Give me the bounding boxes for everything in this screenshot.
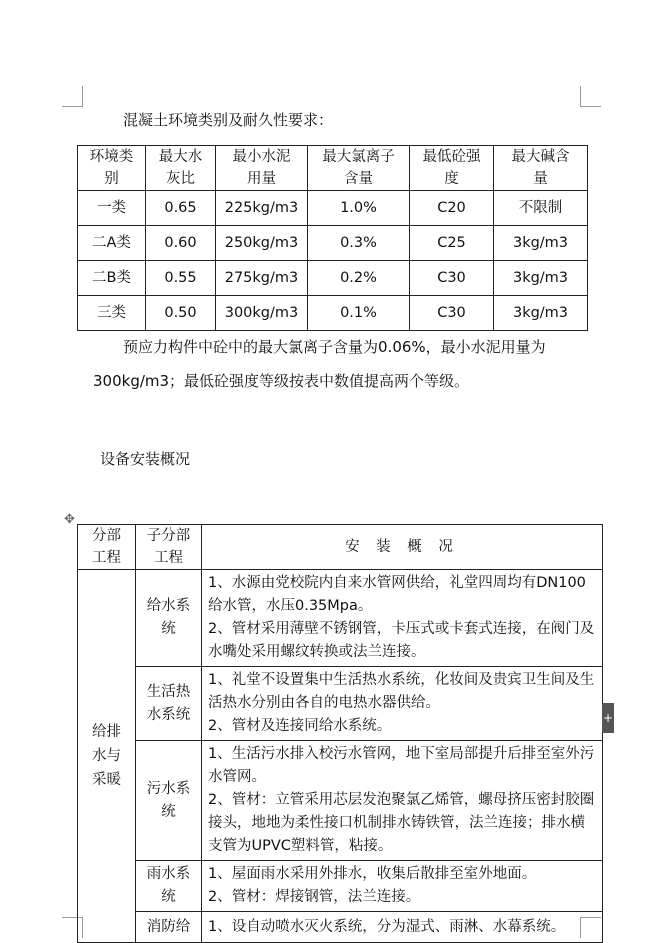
header-cell: 分部 工程: [78, 525, 136, 570]
note-line-2: 300kg/m3；最低砼强度等级按表中数值提高两个等级。: [93, 372, 470, 390]
table-cell: 3kg/m3: [494, 226, 588, 261]
equipment-section-title: 设备安装概况: [100, 450, 191, 468]
detail-cell: 1、屋面雨水采用外排水，收集后散排至室外地面。 2、管材：焊接钢管，法兰连接。: [202, 861, 603, 912]
header-cell: 最大水 灰比: [146, 146, 216, 191]
header-cell: 最大氯离子 含量: [308, 146, 410, 191]
table-row: [78, 261, 588, 296]
subsection-cell: 污水系 统: [136, 741, 202, 861]
table-cell: 不限制: [494, 191, 588, 226]
table-header-row: [78, 525, 603, 570]
table-row: [78, 191, 588, 226]
equipment-install-table: [77, 524, 603, 943]
header-cell: 子分部 工程: [136, 525, 202, 570]
table-cell: 0.50: [146, 296, 216, 331]
table-cell: 0.65: [146, 191, 216, 226]
table-cell: 3kg/m3: [494, 261, 588, 296]
table-cell: C25: [410, 226, 494, 261]
header-cell: 环境类 别: [78, 146, 146, 191]
header-cell: 最大碱含 量: [494, 146, 588, 191]
group-cell: 给排 水与 采暖: [78, 570, 136, 943]
table-cell: 225kg/m3: [216, 191, 308, 226]
env-section-title: 混凝土环境类别及耐久性要求：: [123, 111, 334, 129]
table-cell: 1.0%: [308, 191, 410, 226]
table-row: [78, 667, 603, 741]
table-cell: 0.2%: [308, 261, 410, 296]
detail-cell: 1、水源由党校院内自来水管网供给，礼堂四周均有DN100给水管，水压0.35Mpa。 2、管材采用薄壁不锈钢管，卡压式或卡套式连接，在阀门及水嘴处采用螺纹转换或法兰连接。: [202, 570, 603, 667]
header-cell: 最小水泥 用量: [216, 146, 308, 191]
header-cell: 安 装 概 况: [202, 525, 603, 570]
table-cell: 275kg/m3: [216, 261, 308, 296]
table-cell: 0.3%: [308, 226, 410, 261]
env-durability-table: [77, 145, 588, 331]
table-cell: 一类: [78, 191, 146, 226]
subsection-cell: 生活热 水系统: [136, 667, 202, 741]
crop-mark-top-right: [580, 86, 601, 107]
table-cell: 二A类: [78, 226, 146, 261]
detail-cell: 1、生活污水排入校污水管网，地下室局部提升后排至室外污水管网。 2、管材：立管采用芯层发泡聚氯乙烯管，螺母挤压密封胶圈接头，地地为柔性接口机制排水铸铁管，法兰连接；排水横支管为UPVC塑料管，粘接。: [202, 741, 603, 861]
table-cell: 3kg/m3: [494, 296, 588, 331]
subsection-cell: 给水系 统: [136, 570, 202, 667]
note-line-1: 预应力构件中砼中的最大氯离子含量为0.06%，最小水泥用量为: [123, 338, 546, 356]
subsection-cell: 消防给: [136, 912, 202, 943]
plus-icon[interactable]: +: [602, 703, 614, 733]
table-cell: C30: [410, 261, 494, 296]
table-row: [78, 226, 588, 261]
detail-cell: 1、设自动喷水灭火系统，分为湿式、雨淋、水幕系统。: [202, 912, 603, 943]
table-cell: C30: [410, 296, 494, 331]
table-cell: 0.60: [146, 226, 216, 261]
table-cell: 300kg/m3: [216, 296, 308, 331]
table-cell: 0.1%: [308, 296, 410, 331]
table-cell: 0.55: [146, 261, 216, 296]
subsection-cell: 雨水系 统: [136, 861, 202, 912]
table-row: [78, 912, 603, 943]
table-cell: 三类: [78, 296, 146, 331]
table-cell: 二B类: [78, 261, 146, 296]
crop-mark-top-left: [62, 86, 83, 107]
table-row: [78, 296, 588, 331]
table-row: [78, 741, 603, 861]
detail-cell: 1、礼堂不设置集中生活热水系统，化妆间及贵宾卫生间及生活热水分别由各自的电热水器供给。 2、管材及连接同给水系统。: [202, 667, 603, 741]
table-cell: C20: [410, 191, 494, 226]
table-header-row: [78, 146, 588, 191]
header-cell: 最低砼强 度: [410, 146, 494, 191]
table-row: [78, 861, 603, 912]
table-cell: 250kg/m3: [216, 226, 308, 261]
table-row: [78, 570, 603, 667]
move-anchor-icon[interactable]: ✥: [64, 512, 75, 527]
